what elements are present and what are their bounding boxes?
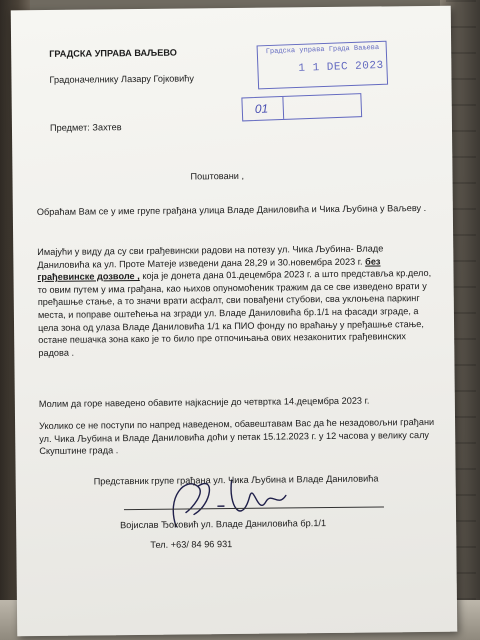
stamp-divider <box>282 97 284 119</box>
paragraph-intro: Обраћам Вам се у име групе грађана улица Владе Даниловића и Чика Љубина у Ваљеву . <box>36 202 427 218</box>
no-permit-phrase: без грађевинске дозволе , <box>37 256 381 283</box>
phone-number: Тел. +63/ 84 96 931 <box>150 539 233 550</box>
addressee: Градоначелнику Лазару Гојковићу <box>49 73 195 85</box>
paragraph-request <box>37 242 436 360</box>
paragraph-warning: Уколико се не поступи по напред наведеном, обавештавам Вас да ће незадовољни грађани ул. Чика Љубина и Владе Даниловића доћи у петак 15.12.2023 г. у 12 часова у велику салу Скупштине града . <box>39 416 435 457</box>
greeting: Поштовани , <box>190 170 245 182</box>
paragraph-request-part2: која је донета дана 01.децембра 2023 г. а што представља кр.дело, то овим путем у има грађана, као њихов опуномоћеник тражим да се све изведено врати у пређашње стање, а то значи врати асфалт, сви повађени стубови, сва уклоњена паркинг места, и поправе оштећења на згради ул. Владе Даниловића бр.1/1 на фасади зграде, а цела зона од улаза Владе Даниловића 1/1 ка ПИО фонду по враћању у пређашње стање, остане пешачка зона како је то било пре отпочињања ових незаконитих грађевинских радова . <box>37 268 432 358</box>
stamp-number: 01 <box>254 101 269 116</box>
paragraph-deadline: Молим да горе наведено обавите најкасније до четвртка 14.децембра 2023 г. <box>38 395 370 410</box>
paragraph-request-part1: Имајући у виду да су сви грађевински радови на потезу ул. Чика Љубина- Владе Даниловића ка ул. Проте Матеје изведени дана 28,29 и 30.новембра 2023 г. <box>37 243 384 270</box>
handwritten-signature <box>145 455 296 547</box>
authority-title: ГРАДСКА УПРАВА ВАЉЕВО <box>49 47 177 59</box>
representative-line: Представник групе грађана ул. Чика Љубина и Владе Даниловића <box>93 473 379 487</box>
subject-line: Предмет: Захтев <box>49 122 122 133</box>
signer-name: Војислав Ђоковић ул. Владе Даниловића бр.1/1 <box>120 518 327 531</box>
stamp-date: 1 1 DEC 2023 <box>298 59 384 75</box>
stamp-number-box <box>241 93 362 121</box>
stamp-title: Градска управа Града Ваљева <box>265 43 380 57</box>
received-stamp <box>257 41 389 90</box>
letter-sheet <box>11 6 458 637</box>
